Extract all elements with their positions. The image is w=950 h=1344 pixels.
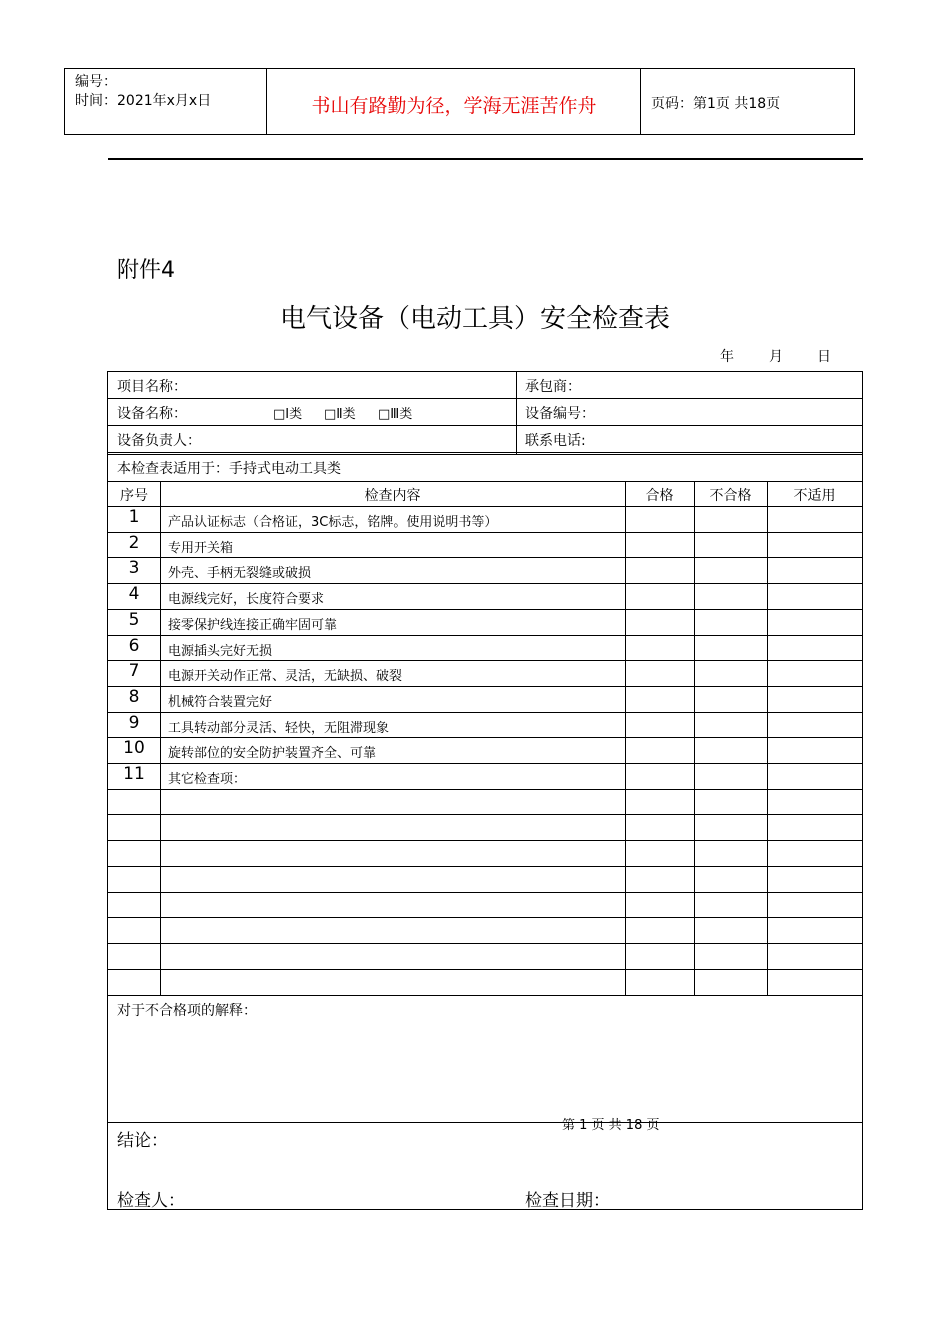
- item-text: 接零保护线连接正确牢固可靠: [168, 617, 338, 633]
- nonconformity-explanation-label: 对于不合格项的解释：: [117, 1003, 257, 1019]
- item-number: 1: [128, 507, 140, 527]
- item-number: 3: [128, 558, 140, 579]
- item-text: 旋转部位的安全防护装置齐全、可靠: [168, 746, 377, 762]
- class-iii-checkbox[interactable]: □Ⅲ类: [378, 407, 413, 422]
- item-number: 11: [123, 764, 145, 784]
- equipment-responsible-field: 设备负责人：: [117, 433, 201, 449]
- page-title: 电气设备（电动工具）安全检查表: [279, 304, 670, 334]
- item-number: 9: [128, 712, 140, 733]
- inspection-form: [107, 371, 863, 1210]
- header-left-cell: [65, 69, 267, 134]
- item-number: 2: [128, 532, 140, 553]
- inspector-label: 检查人：: [117, 1191, 185, 1211]
- date-year: 年: [720, 349, 734, 365]
- item-number: 7: [128, 661, 140, 682]
- document-header: [64, 68, 855, 135]
- inspection-date-label: 检查日期：: [525, 1191, 610, 1211]
- item-text: 机械符合装置完好: [168, 694, 273, 710]
- page-footer: 第 1 页 共 18 页: [562, 1118, 660, 1133]
- header-divider: [108, 158, 863, 160]
- contact-phone-field: 联系电话:: [525, 433, 586, 449]
- equipment-name-field: 设备名称：: [117, 406, 187, 422]
- header-middle-cell: [267, 69, 641, 134]
- column-content: 检查内容: [364, 488, 421, 504]
- item-text: 电源插头完好无损: [168, 643, 273, 659]
- date-day: 日: [817, 349, 831, 365]
- contractor-field: 承包商：: [525, 379, 581, 395]
- document-number-label: 编号：: [75, 74, 117, 90]
- item-text: 产品认证标志（合格证，3C标志，铭牌。使用说明书等）: [168, 515, 498, 530]
- item-text: 专用开关箱: [168, 540, 234, 556]
- column-na: 不适用: [793, 488, 836, 504]
- date-month: 月: [769, 349, 783, 365]
- column-fail: 不合格: [709, 488, 752, 504]
- class-i-checkbox[interactable]: □Ⅰ类: [273, 407, 303, 422]
- scope-statement: 本检查表适用于：手持式电动工具类: [117, 461, 341, 477]
- item-text: 电源开关动作正常、灵活，无缺损、破裂: [168, 669, 403, 685]
- column-no: 序号: [120, 488, 148, 504]
- item-number: 10: [123, 738, 145, 759]
- item-number: 4: [128, 584, 140, 605]
- column-pass: 合格: [645, 488, 674, 504]
- class-ii-checkbox[interactable]: □Ⅱ类: [324, 407, 356, 422]
- document-time-label: 时间：2021年x月x日: [75, 93, 212, 109]
- header-motto: 书山有路勤为径，学海无涯苦作舟: [311, 95, 597, 117]
- item-number: 5: [128, 609, 140, 630]
- item-text: 外壳、手柄无裂缝或破损: [168, 566, 312, 582]
- item-text: 其它检查项：: [168, 772, 247, 787]
- item-text: 电源线完好，长度符合要求: [168, 592, 325, 608]
- item-number: 6: [128, 635, 140, 656]
- equipment-number-field: 设备编号：: [525, 406, 595, 422]
- conclusion-label: 结论：: [117, 1131, 168, 1151]
- header-page-info: 页码：第1页 共18页: [651, 96, 781, 112]
- project-name-field: 项目名称：: [117, 379, 187, 395]
- item-text: 工具转动部分灵活、轻快，无阻滞现象: [168, 720, 390, 736]
- item-number: 8: [128, 686, 140, 707]
- annex-label: 附件4: [117, 258, 175, 283]
